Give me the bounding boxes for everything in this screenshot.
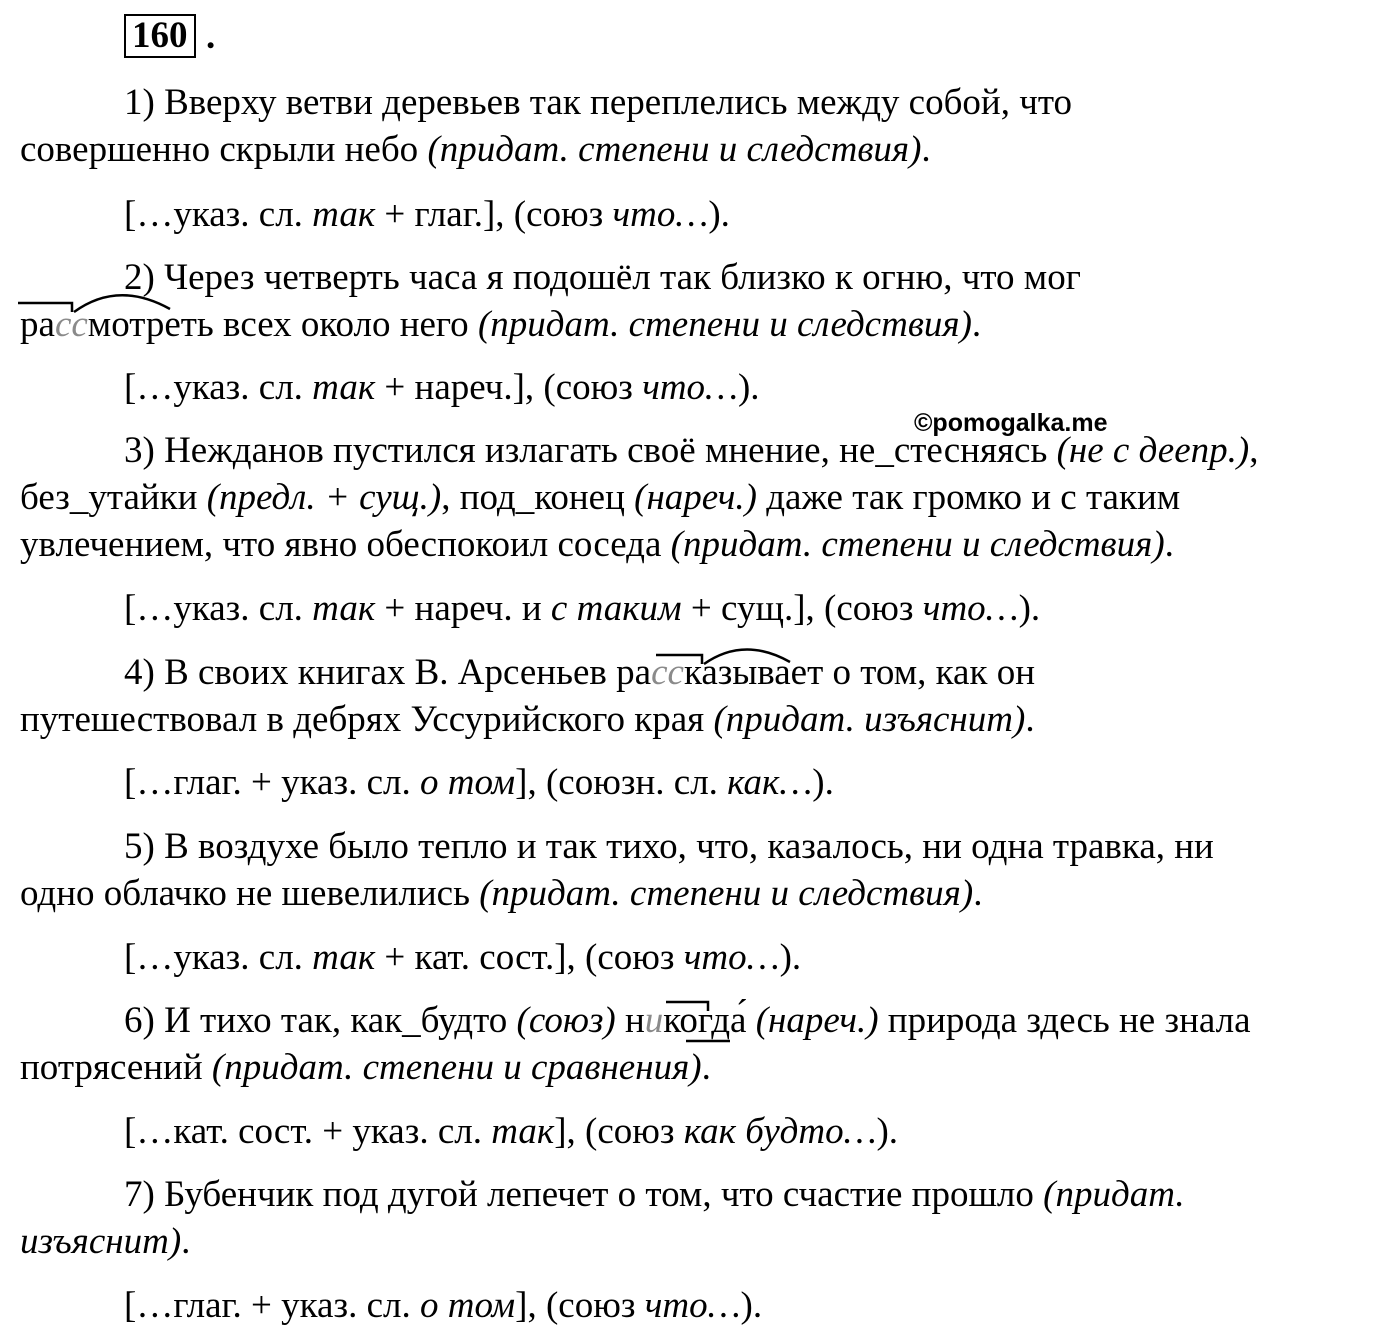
- item-2-line-1: [124, 255, 1081, 301]
- text: .: [1164, 524, 1174, 565]
- text: 3) Нежданов пустился излагать своё мнение, не_стесняясь: [124, 430, 1057, 471]
- word: так: [312, 937, 376, 978]
- text: .: [701, 1047, 711, 1088]
- text: ра: [616, 652, 652, 693]
- text: + сущ.], (союз: [681, 588, 923, 629]
- word: так: [312, 194, 376, 235]
- text: + глаг.], (союз: [375, 194, 613, 235]
- item-1-line-1: [124, 80, 1072, 126]
- word: так: [491, 1111, 555, 1152]
- note: (придат. степени и сравнения): [211, 1047, 702, 1088]
- text: ).: [737, 367, 760, 408]
- text: .: [1025, 699, 1035, 740]
- item-6-scheme: [124, 1109, 898, 1155]
- text: + кат. сост.], (союз: [375, 937, 684, 978]
- text: 7) Бубенчик под дугой лепечет о том, что счастие прошло: [124, 1174, 1044, 1215]
- word: так: [312, 367, 376, 408]
- exercise-number: 160: [124, 14, 196, 58]
- note: (не с деепр.): [1056, 430, 1250, 471]
- item-6-line-2: [20, 1045, 711, 1091]
- text: ).: [708, 194, 730, 235]
- item-4-line-1: [124, 650, 1035, 696]
- text: ], (союз: [515, 1285, 645, 1326]
- item-4-scheme: [124, 760, 834, 806]
- text: ра: [20, 304, 55, 345]
- text: .: [181, 1221, 191, 1262]
- note: (придат.: [1043, 1174, 1185, 1215]
- spelling-highlight: сс: [651, 652, 684, 693]
- text: увлечением, что явно обеспокоил соседа: [20, 524, 671, 565]
- item-3-line-3: [20, 522, 1174, 568]
- text: […кат. сост. + указ. сл.: [124, 1111, 492, 1152]
- text: совершенно скрыли небо: [20, 129, 428, 170]
- item-2-scheme: [124, 365, 760, 411]
- note: (нареч.): [755, 1000, 879, 1041]
- item-4-line-2: [20, 697, 1035, 743]
- word: о том: [419, 1285, 516, 1326]
- item-2-line-2: [20, 302, 981, 348]
- item-7-line-1: [124, 1172, 1185, 1218]
- item-3-line-2: [20, 475, 1180, 521]
- text: .: [971, 304, 982, 345]
- word: как…: [727, 762, 813, 803]
- text: казывает о том, как он: [683, 652, 1036, 693]
- text: 1) Вверху ветви деревьев так переплелись между собой, что: [124, 82, 1073, 123]
- word: что…: [642, 367, 738, 408]
- text: ).: [740, 1285, 763, 1326]
- word: как будто…: [683, 1111, 877, 1152]
- word: что…: [612, 194, 709, 235]
- note: (предл. + сущ.): [206, 477, 442, 518]
- word: о том: [419, 762, 516, 803]
- item-5-line-2: [20, 871, 982, 917]
- text: ).: [779, 937, 802, 978]
- text: н: [615, 1000, 645, 1041]
- item-5-line-1: [124, 824, 1214, 870]
- text: + нареч.], (союз: [375, 367, 643, 408]
- text: ).: [1018, 588, 1041, 629]
- text: даже так громко и с таким: [756, 477, 1181, 518]
- note: (союз): [516, 1000, 616, 1041]
- text: ).: [812, 762, 834, 803]
- note: (нареч.): [634, 477, 757, 518]
- text: 5) В воздухе было тепло и так тихо, что, казалось, ни одна травка, ни: [124, 826, 1214, 867]
- item-7-line-2: [20, 1219, 190, 1265]
- text: […указ. сл.: [124, 588, 313, 629]
- spelling-highlight: сс: [54, 304, 88, 345]
- word: что…: [683, 937, 780, 978]
- watermark: ©pomogalka.me: [914, 409, 1108, 437]
- text: .: [921, 129, 931, 170]
- item-3-scheme: [124, 586, 1040, 632]
- text: […указ. сл.: [124, 367, 313, 408]
- item-7-scheme: [124, 1283, 762, 1329]
- text: 4) В своих книгах В. Арсеньев: [124, 652, 617, 693]
- item-5-scheme: [124, 935, 801, 981]
- text: ], (союзн. сл.: [515, 762, 728, 803]
- text: мотреть всех около него: [87, 304, 478, 345]
- note: (придат. изъяснит): [713, 699, 1026, 740]
- word: так: [312, 588, 376, 629]
- text: […указ. сл.: [124, 937, 313, 978]
- text: ,: [1249, 430, 1259, 471]
- word: что…: [644, 1285, 741, 1326]
- text: природа здесь не знала: [878, 1000, 1251, 1041]
- word: что…: [922, 588, 1019, 629]
- text: […глаг. + указ. сл.: [124, 762, 420, 803]
- item-1-scheme: [124, 192, 730, 238]
- note: (придат. степени и следствия): [670, 524, 1165, 565]
- text: ).: [876, 1111, 899, 1152]
- spelling-highlight: и: [644, 1000, 664, 1041]
- text: […глаг. + указ. сл.: [124, 1285, 420, 1326]
- text: , под_конец: [441, 477, 635, 518]
- text: 2) Через четверть часа я подошёл так близко к огню, что мог: [124, 257, 1081, 298]
- text: одно облачко не шевелились: [20, 873, 480, 914]
- text: […указ. сл.: [124, 194, 313, 235]
- item-1-line-2: [20, 127, 931, 173]
- text: .: [973, 873, 983, 914]
- text: 6) И тихо так, как_будто: [124, 1000, 517, 1041]
- item-6-line-1: [124, 998, 1251, 1044]
- text: когда́: [663, 1000, 756, 1041]
- item-3-line-1: [124, 428, 1258, 474]
- word: с таким: [550, 588, 682, 629]
- text: потрясений: [20, 1047, 212, 1088]
- text: без_утайки: [20, 477, 207, 518]
- text: + нареч. и: [375, 588, 551, 629]
- note: (придат. степени и следствия): [427, 129, 922, 170]
- note: изъяснит): [20, 1221, 182, 1262]
- note: (придат. степени и следствия): [479, 873, 974, 914]
- text: ], (союз: [554, 1111, 684, 1152]
- text: путешествовал в дебрях Уссурийского края: [20, 699, 714, 740]
- note: (придат. степени и следствия): [477, 304, 972, 345]
- exercise-number-dot: .: [206, 16, 216, 57]
